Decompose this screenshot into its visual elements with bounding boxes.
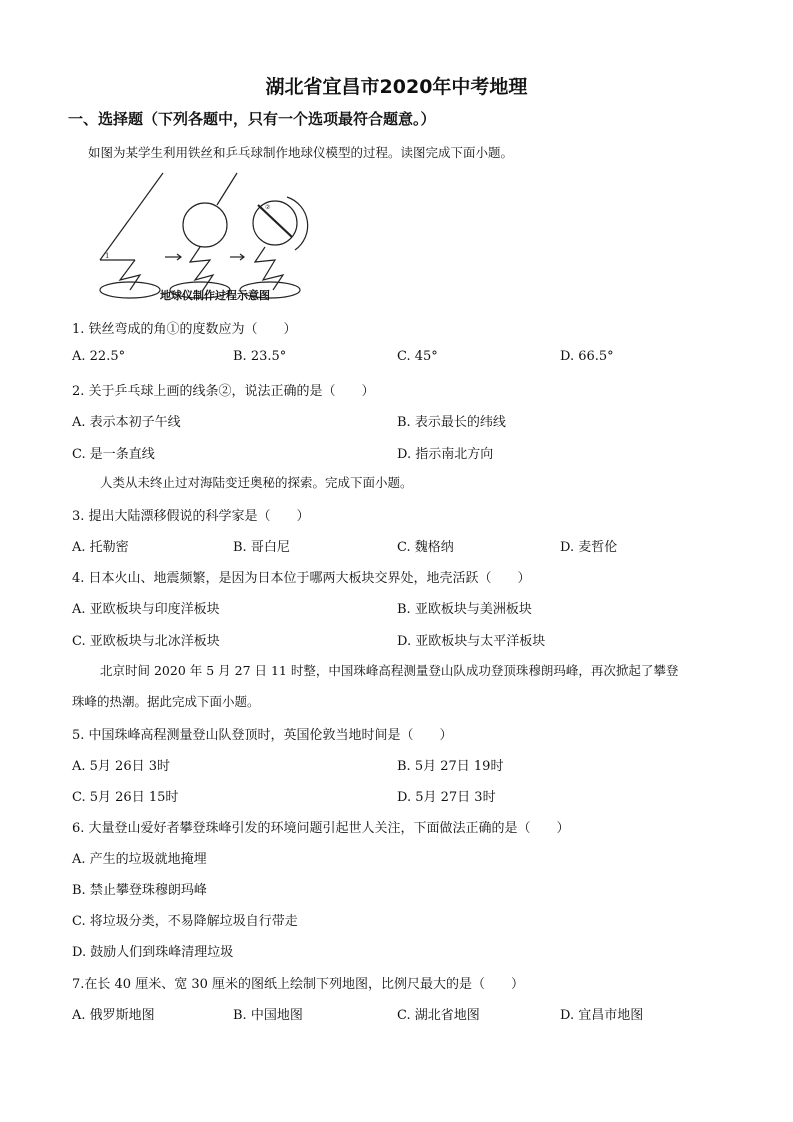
q1-option-d[interactable]: D. 66.5° — [560, 349, 614, 364]
q4-option-c[interactable]: C. 亚欧板块与北冰洋板块 — [72, 634, 220, 649]
question-3: 3. 提出大陆漂移假说的科学家是（ ） — [72, 509, 310, 524]
q3-option-c[interactable]: C. 魏格纳 — [397, 540, 454, 555]
group-intro-3-line1: 北京时间 2020 年 5 月 27 日 11 时整，中国珠峰高程测量登山队成功登顶珠穆朗玛峰，再次掀起了攀登 — [100, 663, 679, 678]
q7-option-d[interactable]: D. 宜昌市地图 — [560, 1008, 644, 1023]
q6-option-b[interactable]: B. 禁止攀登珠穆朗玛峰 — [72, 883, 207, 898]
q3-option-d[interactable]: D. 麦哲伦 — [560, 540, 618, 555]
question-2: 2. 关于乒乓球上画的线条②，说法正确的是（ ） — [72, 384, 375, 399]
group-intro-3-line2: 珠峰的热潮。据此完成下面小题。 — [72, 694, 260, 709]
q1-option-a[interactable]: A. 22.5° — [72, 349, 126, 364]
q5-option-c[interactable]: C. 5月 26日 15时 — [72, 790, 179, 805]
q5-option-a[interactable]: A. 5月 26日 3时 — [72, 759, 171, 774]
q2-option-d[interactable]: D. 指示南北方向 — [397, 447, 494, 462]
svg-text:1: 1 — [105, 252, 110, 260]
q6-option-c[interactable]: C. 将垃圾分类，不易降解垃圾自行带走 — [72, 914, 298, 929]
q2-option-a[interactable]: A. 表示本初子午线 — [72, 415, 181, 430]
page-title: 湖北省宜昌市2020年中考地理 — [265, 76, 528, 98]
q5-option-d[interactable]: D. 5月 27日 3时 — [397, 790, 496, 805]
q4-option-a[interactable]: A. 亚欧板块与印度洋板块 — [72, 602, 220, 617]
svg-text:②: ② — [265, 204, 271, 211]
group-intro-1: 如图为某学生利用铁丝和乒乓球制作地球仪模型的过程。读图完成下面小题。 — [88, 145, 514, 160]
question-6: 6. 大量登山爱好者攀登珠峰引发的环境问题引起世人关注，下面做法正确的是（ ） — [72, 821, 570, 836]
q4-option-d[interactable]: D. 亚欧板块与太平洋板块 — [397, 634, 546, 649]
q1-option-c[interactable]: C. 45° — [397, 349, 438, 364]
group-intro-2: 人类从未终止过对海陆变迁奥秘的探索。完成下面小题。 — [100, 475, 413, 490]
q1-option-b[interactable]: B. 23.5° — [233, 349, 287, 364]
q3-option-a[interactable]: A. 托勒密 — [72, 540, 129, 555]
question-5: 5. 中国珠峰高程测量登山队登顶时，英国伦敦当地时间是（ ） — [72, 728, 453, 743]
question-1: 1. 铁丝弯成的角①的度数应为（ ） — [72, 322, 297, 337]
q6-option-a[interactable]: A. 产生的垃圾就地掩埋 — [72, 852, 207, 867]
section-heading: 一、选择题（下列各题中，只有一个选项最符合题意。） — [68, 110, 436, 128]
figure-caption: 地球仪制作过程示意图 — [160, 289, 270, 302]
q2-option-c[interactable]: C. 是一条直线 — [72, 447, 155, 462]
q3-option-b[interactable]: B. 哥白尼 — [233, 540, 290, 555]
question-7: 7.在长 40 厘米、宽 30 厘米的图纸上绘制下列地图，比例尺最大的是（ ） — [72, 977, 525, 992]
globe-making-diagram — [95, 165, 310, 305]
q2-option-b[interactable]: B. 表示最长的纬线 — [397, 415, 506, 430]
q5-option-b[interactable]: B. 5月 27日 19时 — [397, 759, 504, 774]
question-4: 4. 日本火山、地震频繁，是因为日本位于哪两大板块交界处，地壳活跃（ ） — [72, 571, 531, 586]
q6-option-d[interactable]: D. 鼓励人们到珠峰清理垃圾 — [72, 945, 234, 960]
q7-option-a[interactable]: A. 俄罗斯地图 — [72, 1008, 155, 1023]
q7-option-c[interactable]: C. 湖北省地图 — [397, 1008, 480, 1023]
q7-option-b[interactable]: B. 中国地图 — [233, 1008, 303, 1023]
q4-option-b[interactable]: B. 亚欧板块与美洲板块 — [397, 602, 532, 617]
